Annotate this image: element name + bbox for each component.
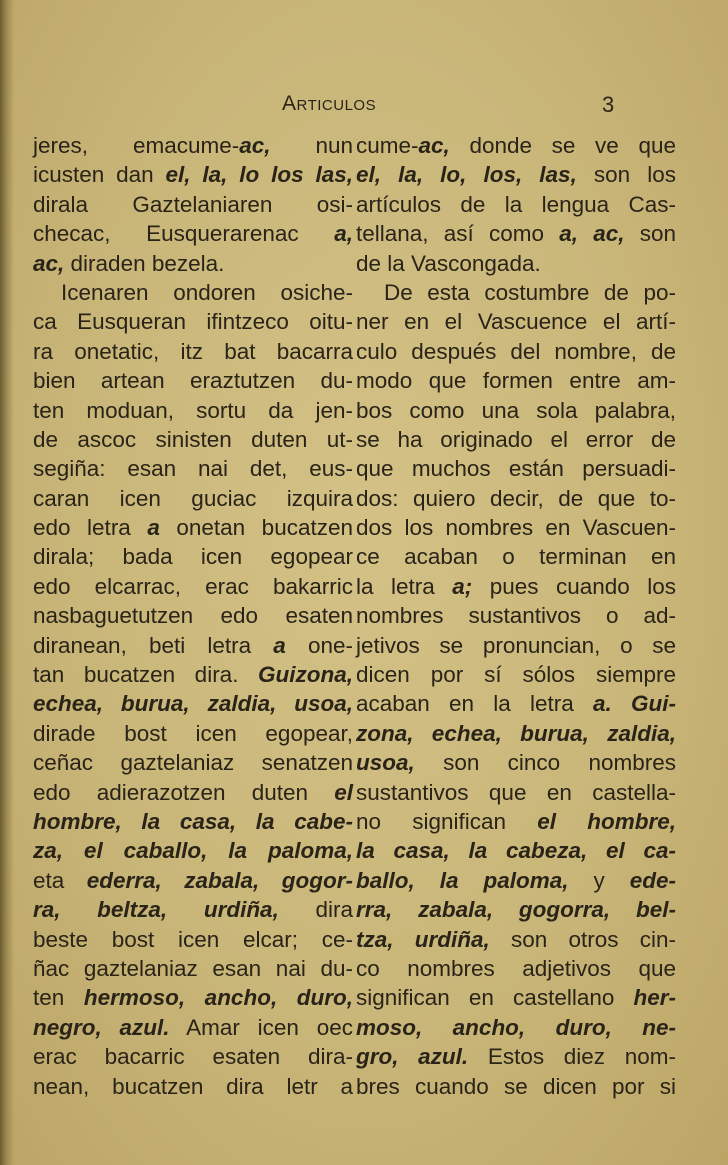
- text-line: [356, 454, 676, 483]
- text-line: [356, 278, 676, 307]
- italic-term: la casa, la cabeza, el ca-: [356, 838, 676, 864]
- text-line: [356, 601, 676, 630]
- italic-term: ederra, zabala, gogor-: [86, 867, 353, 893]
- italic-term: za, el caballo, la paloma,: [33, 838, 353, 864]
- text-line: [356, 1042, 676, 1071]
- text-line: [33, 983, 353, 1012]
- text-segment: dicen por sí sólos siempre: [356, 662, 676, 688]
- italic-term: ballo, la paloma,: [356, 867, 569, 893]
- italic-term: ra, beltza, urdiña,: [33, 897, 279, 923]
- text-line: [33, 925, 353, 954]
- text-segment: Amar icen oec: [169, 1014, 354, 1040]
- text-segment: de la Vascongada.: [356, 250, 541, 276]
- text-segment: edo letra: [33, 515, 148, 541]
- text-segment: diraden bezela.: [64, 250, 225, 276]
- text-line: [33, 278, 353, 307]
- text-line: [33, 836, 353, 865]
- text-line: [356, 631, 676, 660]
- text-segment: icusten dan: [33, 162, 166, 188]
- text-segment: dirade bost icen egopear,: [33, 720, 353, 746]
- text-line: [356, 866, 676, 895]
- text-segment: onetan bucatzen: [159, 515, 353, 541]
- text-line: [33, 249, 353, 278]
- text-segment: significan en castellano: [356, 985, 634, 1011]
- text-segment: ca Eusqueran ifintzeco oitu-: [33, 309, 353, 335]
- text-line: [33, 307, 353, 336]
- text-segment: donde se ve que: [449, 133, 676, 158]
- text-segment: que muchos están persuadi-: [356, 456, 676, 482]
- text-line: [33, 190, 353, 219]
- text-line: [356, 660, 676, 689]
- text-segment: Icenaren ondoren osiche-: [61, 279, 353, 305]
- text-segment: edo elcarrac, erac bakarric: [33, 573, 353, 599]
- text-line: [356, 190, 676, 219]
- text-segment: edo adierazotzen duten: [33, 779, 335, 805]
- italic-term: el hombre,: [537, 808, 676, 834]
- text-segment: erac bacarric esaten dira-: [33, 1044, 353, 1070]
- italic-term: el: [334, 779, 353, 805]
- italic-term: ac,: [418, 133, 450, 158]
- italic-term: a,: [334, 221, 353, 247]
- spine-shadow: [0, 0, 14, 1165]
- text-line: [33, 954, 353, 983]
- text-line: [33, 601, 353, 630]
- text-segment: bos como una sola palabra,: [356, 397, 676, 423]
- text-segment: son los: [576, 162, 676, 188]
- text-line: [33, 337, 353, 366]
- italic-term: el, la, lo los las,: [165, 162, 353, 188]
- text-segment: tan bucatzen dira.: [33, 662, 258, 688]
- text-segment: ñac gaztelaniaz esan nai du-: [33, 955, 353, 981]
- italic-term: el, la, lo, los, las,: [356, 162, 577, 188]
- italic-term: rra, zabala, gogorra, bel-: [356, 897, 676, 923]
- text-line: [33, 396, 353, 425]
- text-segment: bien artean eraztutzen du-: [33, 368, 353, 394]
- text-segment: De esta costumbre de po-: [384, 279, 676, 305]
- text-line: [356, 425, 676, 454]
- text-line: [356, 689, 676, 718]
- page-number: 3: [602, 92, 615, 117]
- text-segment: la letra: [356, 573, 453, 599]
- italic-term: Guizona,: [258, 662, 353, 688]
- text-segment: ten moduan, sortu da jen-: [33, 397, 353, 423]
- text-line: [356, 337, 676, 366]
- text-segment: eta: [33, 867, 87, 893]
- text-segment: dira: [278, 897, 353, 923]
- text-line: [356, 748, 676, 777]
- text-line: [356, 542, 676, 571]
- italic-term: ac,: [33, 250, 65, 276]
- running-title: Articulos: [282, 92, 377, 115]
- text-segment: one-: [285, 632, 353, 658]
- text-column-right: [356, 131, 676, 1101]
- text-line: [33, 542, 353, 571]
- text-segment: ten: [33, 985, 84, 1011]
- text-segment: caran icen guciac izquira: [33, 485, 353, 511]
- text-segment: sustantivos que en castella-: [356, 779, 676, 805]
- italic-term: her-: [633, 985, 676, 1011]
- text-line: [356, 249, 676, 278]
- text-segment: no significan: [356, 808, 538, 834]
- text-line: [33, 484, 353, 513]
- text-line: [33, 160, 353, 189]
- text-line: [356, 484, 676, 513]
- text-line: [33, 1013, 353, 1042]
- text-segment: nun: [270, 133, 353, 158]
- text-line: [356, 954, 676, 983]
- text-line: [356, 160, 676, 189]
- italic-term: hombre, la casa, la cabe-: [33, 808, 353, 834]
- text-line: [356, 1072, 676, 1101]
- text-line: [33, 689, 353, 718]
- text-line: [356, 307, 676, 336]
- text-line: [33, 748, 353, 777]
- text-line: [356, 719, 676, 748]
- text-segment: y: [568, 867, 630, 893]
- text-line: [356, 219, 676, 248]
- italic-term: a: [273, 632, 286, 658]
- text-line: [356, 366, 676, 395]
- italic-term: moso, ancho, duro, ne-: [356, 1014, 676, 1040]
- text-line: [33, 807, 353, 836]
- italic-term: echea, burua, zaldia, usoa,: [33, 691, 353, 717]
- text-segment: ner en el Vascuence el artí-: [356, 309, 676, 335]
- text-line: [33, 513, 353, 542]
- text-line: [33, 425, 353, 454]
- text-segment: ce acaban o terminan en: [356, 544, 676, 570]
- page-header: [0, 92, 728, 128]
- text-line: [33, 219, 353, 248]
- text-line: [33, 719, 353, 748]
- text-line: [33, 572, 353, 601]
- text-line: [356, 1013, 676, 1042]
- text-segment: modo que formen entre am-: [356, 368, 676, 394]
- italic-term: a: [147, 515, 160, 541]
- text-segment: Estos diez nom-: [468, 1044, 676, 1070]
- text-segment: acaban en la letra: [356, 691, 594, 717]
- text-segment: nean, bucatzen dira letr a: [33, 1073, 353, 1099]
- text-line: [33, 454, 353, 483]
- text-line: [356, 983, 676, 1012]
- italic-term: gro, azul.: [356, 1044, 469, 1070]
- text-line: [33, 1042, 353, 1071]
- text-line: [33, 660, 353, 689]
- italic-term: a, ac,: [559, 221, 625, 247]
- italic-term: a. Gui-: [593, 691, 676, 717]
- text-segment: dirala; bada icen egopear: [33, 544, 353, 570]
- text-line: [33, 866, 353, 895]
- text-line: [356, 131, 676, 160]
- text-segment: co nombres adjetivos que: [356, 955, 676, 981]
- text-segment: jetivos se pronuncian, o se: [356, 632, 676, 658]
- text-segment: dos los nombres en Vascuen-: [356, 515, 676, 541]
- text-segment: segiña: esan nai det, eus-: [33, 456, 353, 482]
- text-line: [356, 895, 676, 924]
- text-column-left: [33, 131, 353, 1101]
- text-segment: artículos de la lengua Cas-: [356, 191, 676, 217]
- text-line: [33, 778, 353, 807]
- text-line: [356, 925, 676, 954]
- text-segment: bres cuando se dicen por si: [356, 1073, 676, 1099]
- text-line: [356, 396, 676, 425]
- text-segment: son: [624, 221, 677, 247]
- text-line: [33, 366, 353, 395]
- text-segment: culo después del nombre, de: [356, 338, 676, 364]
- text-line: [356, 778, 676, 807]
- text-line: [356, 572, 676, 601]
- text-line: [33, 631, 353, 660]
- italic-term: ac,: [239, 133, 271, 158]
- text-line: [356, 836, 676, 865]
- text-segment: beste bost icen elcar; ce-: [33, 926, 353, 952]
- text-line: [33, 131, 353, 160]
- text-segment: tellana, así como: [356, 221, 560, 247]
- italic-term: hermoso, ancho, duro,: [83, 985, 353, 1011]
- text-line: [356, 807, 676, 836]
- italic-term: a;: [452, 573, 473, 599]
- text-segment: son cinco nombres: [414, 750, 676, 776]
- text-segment: jeres, emacume-: [33, 133, 240, 158]
- text-segment: dos: quiero decir, de que to-: [356, 485, 676, 511]
- text-segment: dirala Gaztelaniaren osi-: [33, 191, 353, 217]
- text-line: [33, 895, 353, 924]
- italic-term: tza, urdiña,: [356, 926, 490, 952]
- italic-term: zona, echea, burua, zaldia,: [356, 720, 676, 746]
- text-line: [33, 1072, 353, 1101]
- text-segment: de ascoc sinisten duten ut-: [33, 426, 353, 452]
- text-segment: diranean, beti letra: [33, 632, 274, 658]
- italic-term: negro, azul.: [33, 1014, 170, 1040]
- text-segment: se ha originado el error de: [356, 426, 676, 452]
- text-segment: checac, Eusquerarenac: [33, 221, 335, 247]
- text-line: [356, 513, 676, 542]
- text-segment: ceñac gaztelaniaz senatzen: [33, 750, 353, 776]
- text-segment: cume-: [356, 133, 419, 158]
- text-segment: son otros cin-: [489, 926, 676, 952]
- text-segment: pues cuando los: [472, 573, 676, 599]
- text-segment: nasbaguetutzen edo esaten: [33, 603, 353, 629]
- text-segment: nombres sustantivos o ad-: [356, 603, 676, 629]
- italic-term: ede-: [629, 867, 676, 893]
- italic-term: usoa,: [356, 750, 415, 776]
- text-segment: ra onetatic, itz bat bacarra: [33, 338, 353, 364]
